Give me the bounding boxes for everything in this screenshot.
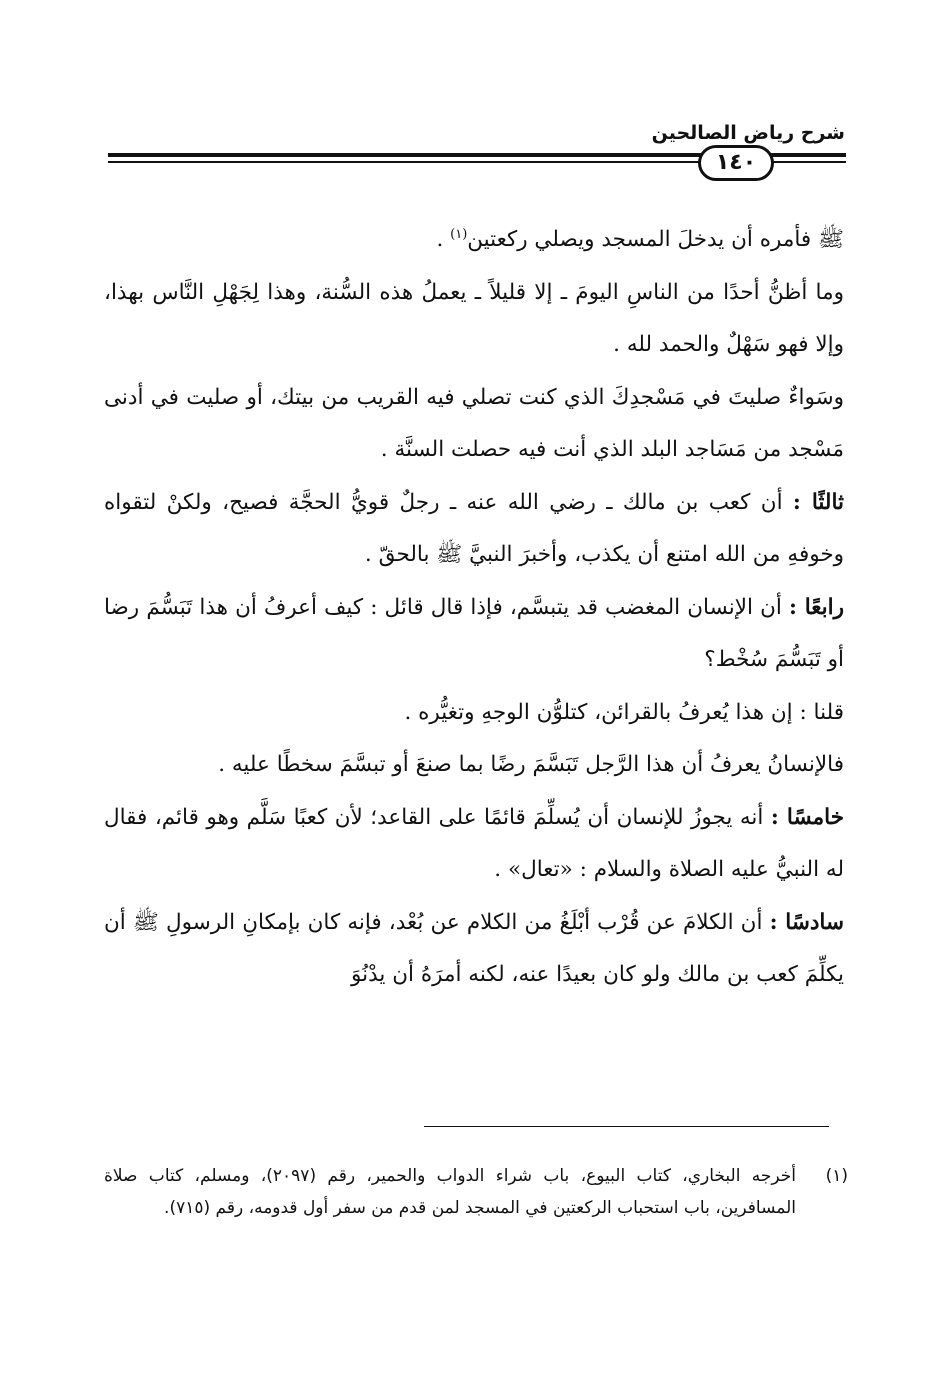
paragraph-1-text: ﷺ فأمره أن يدخلَ المسجد ويصلي ركعتين xyxy=(467,227,844,252)
paragraph-3: وسَواءٌ صليتَ في مَسْجدِكَ الذي كنت تصلي فيه القريب من بيتك، أو صليت في أدنى مَسْجد من مَسَاجد البلد الذي أنت فيه حصلت السنَّة . xyxy=(104,384,844,462)
paragraph-8-lead: خامسًا : xyxy=(770,804,844,830)
paragraph-5-text: أن الإنسان المغضب قد يتبسَّم، فإذا قال قائل : كيف أعرفُ أن هذا تَبَسُّمَ رضا أو تَبَسُّمَ سُخْط؟ xyxy=(104,594,844,672)
paragraph-5 xyxy=(104,582,844,687)
footnote-text: أخرجه البخاري، كتاب البيوع، باب شراء الدواب والحمير، رقم (٢٠٩٧)، ومسلم، كتاب صلاة المسافرين، باب استحباب الركعتين في المسجد لمن قدم من سفر أول قدومه، رقم (٧١٥). xyxy=(104,1166,796,1218)
paragraph-1 xyxy=(104,214,844,267)
paragraph-8-text: أنه يجوزُ للإنسان أن يُسلِّمَ قائمًا على القاعد؛ لأن كعبًا سَلَّم وهو قائم، فقال له النبيُّ عليه الصلاة والسلام : «تعال» . xyxy=(104,804,844,882)
footnote-reference: (١) xyxy=(450,226,468,242)
paragraph-9-lead: سادسًا : xyxy=(769,909,844,935)
paragraph-9-text: أن الكلامَ عن قُرْب أبْلَغُ من الكلام عن بُعْد، فإنه كان بإمكانِ الرسولِ ﷺ أن يكلِّمَ كعب بن مالك ولو كان بعيدًا عنه، لكنه أمرَهُ أن يدْنُوَ xyxy=(104,909,844,987)
paragraph-4-lead: ثالثًا : xyxy=(792,489,845,515)
footnote xyxy=(104,1160,848,1224)
paragraph-2: وما أظنُّ أحدًا من الناسِ اليومَ ـ إلا قليلاً ـ يعملُ هذه السُّنة، وهذا لِجَهْلِ النَّاس بهذا، وإلا فهو سَهْلٌ والحمد لله . xyxy=(104,279,844,357)
paragraph-4-text: أن كعب بن مالك ـ رضي الله عنه ـ رجلٌ قويُّ الحجَّة فصيح، ولكنْ لتقواه وخوفهِ من الله امتنع أن يكذب، وأخبرَ النبيَّ ﷺ بالحقّ . xyxy=(104,489,844,567)
footnote-number: (١) xyxy=(825,1166,848,1186)
body-text xyxy=(104,214,844,1002)
paragraph-9 xyxy=(104,897,844,1002)
paragraph-8 xyxy=(104,792,844,897)
paragraph-7: فالإنسانُ يعرفُ أن هذا الرَّجل تَبَسَّمَ رضًا بما صنعَ أو تبسَّمَ سخطًا عليه . xyxy=(218,752,844,777)
running-title: شرح رياض الصالحين xyxy=(651,122,845,144)
paragraph-1-end: . xyxy=(436,227,451,252)
paragraph-4 xyxy=(104,477,844,582)
paragraph-6: قلنا : إن هذا يُعرفُ بالقرائن، كتلوُّن الوجهِ وتغيُّره . xyxy=(404,699,844,725)
footnote-separator xyxy=(424,1126,829,1127)
paragraph-5-lead: رابعًا : xyxy=(789,594,845,620)
page-number: ١٤٠ xyxy=(698,145,774,181)
